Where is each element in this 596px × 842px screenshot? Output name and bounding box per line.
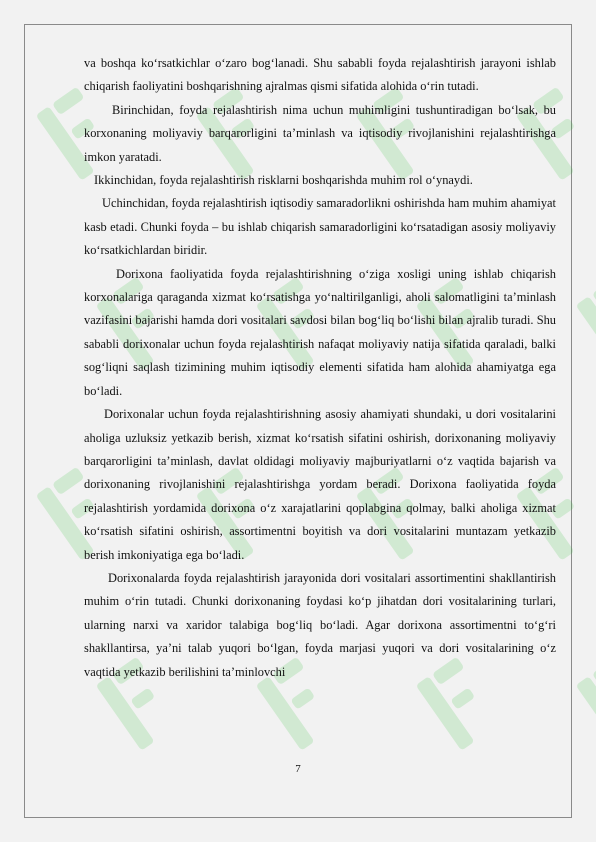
watermark-mark	[576, 657, 596, 751]
watermark-mark	[576, 277, 596, 371]
paragraph: Birinchidan, foyda rejalashtirish nima uchun muhimligini tushuntiradigan bo‘lsak, bu korxonaning moliyaviy barqarorligini ta’minlash va iqtisodiy rivojlanishini rejalashtirishga imkon yaratadi.	[84, 102, 556, 164]
paragraph: Dorixonalarda foyda rejalashtirish jarayonida dori vositalari assortimentini shakllantirish muhim o‘rin tutadi. Chunki dorixonaning foydasi ko‘p jihatdan dori vositalarining turlari, ularning narxi va xaridor talabiga bog‘liq bo‘ladi. Agar dorixona assortimentni to‘g‘ri shakllantirsa, ya’ni talab yuqori bo‘lgan, foyda marjasi yuqori va dori vositalarining o‘z vaqtida yetkazib berilishini ta’minlovchi	[84, 570, 556, 679]
document-body	[84, 52, 556, 684]
paragraph: Ikkinchidan, foyda rejalashtirish risklarni boshqarishda muhim rol o‘ynaydi.	[94, 173, 473, 188]
paragraph: Dorixona faoliyatida foyda rejalashtirishning o‘ziga xosligi uning ishlab chiqarish korxonalariga qaraganda xizmat ko‘rsatishga yo‘naltirilganligi, aholi salomatligini ta’minlash vazifasini bajarishi hamda dori vositalari savdosi bilan bog‘liq bo‘lishi bilan ajralib turadi. Shu sababli dorixonalar uchun foyda rejalashtirish nafaqat moliyaviy natija sifatida qaraladi, balki sog‘liqni saqlash tizimining muhim iqtisodiy elementi sifatida ham alohida ahamiyatga ega bo‘ladi.	[84, 266, 556, 398]
paragraph: Uchinchidan, foyda rejalashtirish iqtisodiy samaradorlikni oshirishda ham muhim ahamiyat kasb etadi. Chunki foyda – bu ishlab chiqarish samaradorligini ko‘rsatadigan asosiy moliyaviy ko‘rsatkichlardan biridir.	[84, 196, 556, 258]
paragraph: va boshqa ko‘rsatkichlar o‘zaro bog‘lanadi. Shu sababli foyda rejalashtirish jarayoni ishlab chiqarish faoliyatini boshqarishning ajralmas qismi sifatida alohida o‘rin tutadi.	[84, 56, 556, 94]
paragraph: Dorixonalar uchun foyda rejalashtirishning asosiy ahamiyati shundaki, u dori vositalarini aholiga uzluksiz yetkazib berish, xizmat ko‘rsatish sifatini oshirish, dorixonaning moliyaviy barqarorligini ta’minlash, davlat oldidagi moliyaviy majburiyatlarni o‘z vaqtida bajarish va dorixonaning rivojlanishini rejalashtirishga yordam beradi. Dorixona faoliyatida foyda rejalashtirish yordamida dorixona o‘z xarajatlarini qoplabgina qolmay, balki aholiga xizmat ko‘rsatish sifatini oshirish, assortimentni boyitish va dori vositalarini muntazam yetkazib berish imkoniyatiga ega bo‘ladi.	[84, 407, 556, 562]
page-number: 7	[295, 763, 301, 775]
